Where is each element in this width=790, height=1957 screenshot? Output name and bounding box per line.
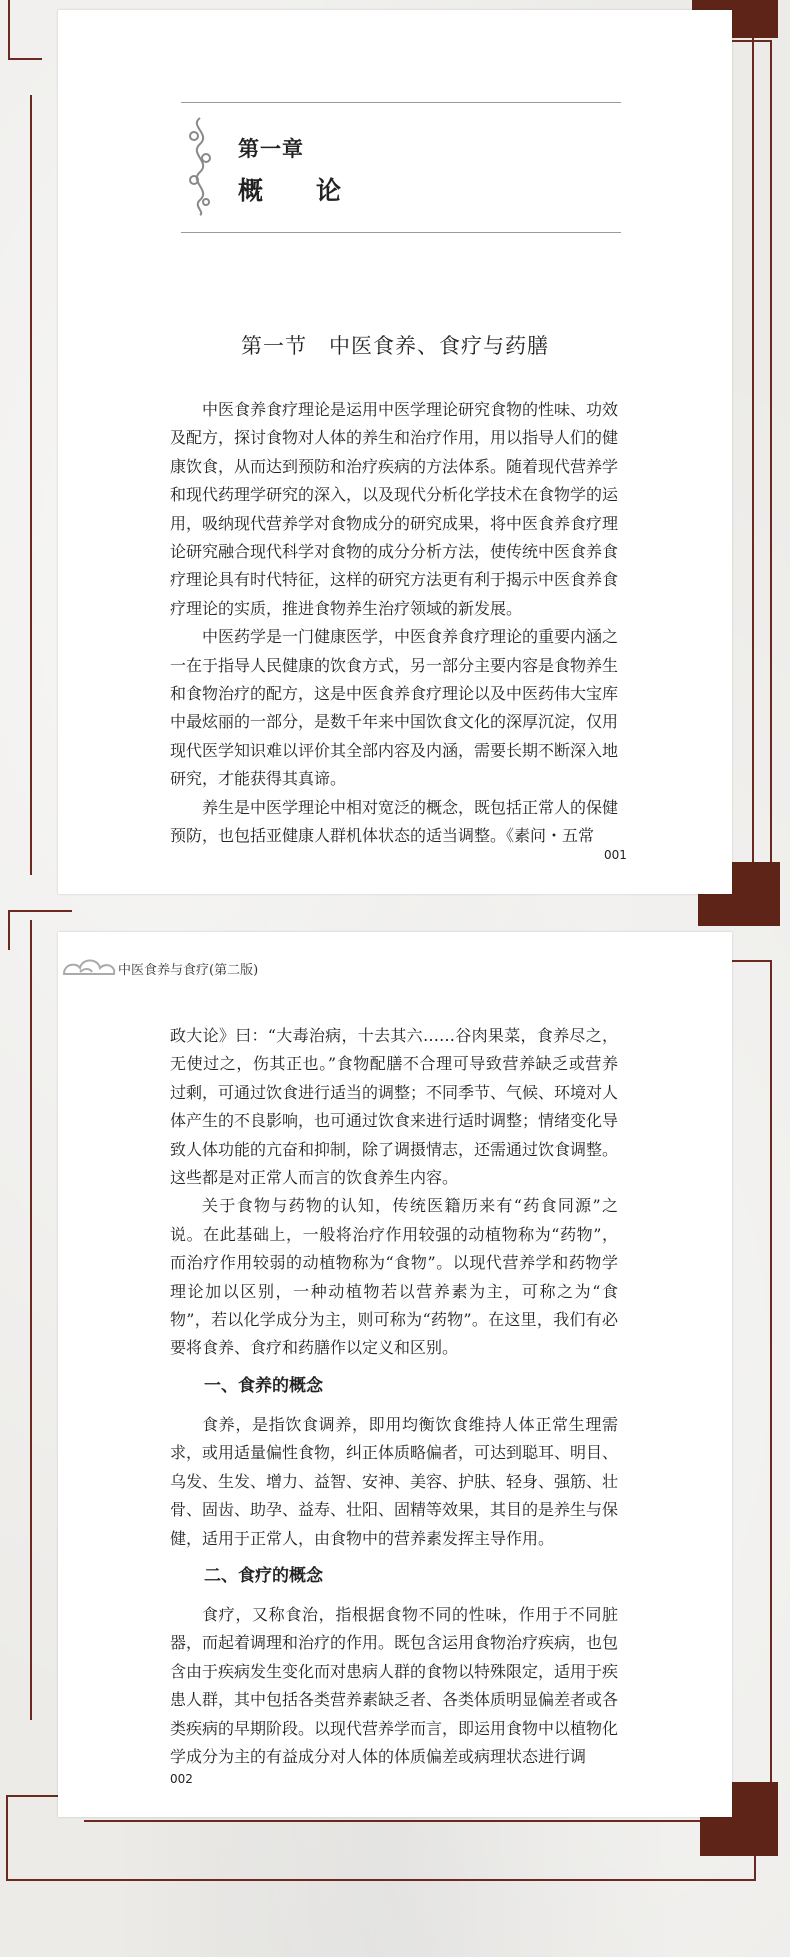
paragraph: 政大论》曰：“大毒治病，十去其六……谷肉果菜，食养尽之，无使过之，伤其正也。”食物配膳不合理可导致营养缺乏或营养过剩，可通过饮食进行适当的调整；不同季节、气候、环境对人体产生的不良影响，也可通过饮食来进行适时调整；情绪变化导致人体功能的亢奋和抑制，除了调摄情志，还需通过饮食调整。这些都是对正常人而言的饮食养生内容。	[170, 1026, 619, 1188]
frame-line	[752, 0, 754, 898]
divider	[181, 102, 621, 103]
chapter-title: 概 论	[238, 176, 356, 205]
book-page-2	[58, 932, 732, 1817]
page-number: 002	[170, 1772, 193, 1786]
paragraph: 中医药学是一门健康医学，中医食养食疗理论的重要内涵之一在于指导人民健康的饮食方式，另一部分主要内容是食物养生和食物治疗的配方，这是中医食养食疗理论以及中医药伟大宝库中最炫丽的一部分，是数千年来中国饮食文化的深厚沉淀，仅用现代医学知识难以评价其全部内容及内涵，需要长期不断深入地研究，才能获得其真谛。	[170, 627, 619, 789]
frame-line	[30, 95, 32, 875]
paragraph: 关于食物与药物的认知，传统医籍历来有“药食同源”之说。在此基础上，一般将治疗作用较强的动植物称为“药物”，而治疗作用较弱的动植物称为“食物”。以现代营养学和药物学理论加以区别，一种动植物若以营养素为主，可称之为“食物”，若以化学成分为主，则可称为“药物”。在这里，我们有必要将食养、食疗和药膳作以定义和区别。	[170, 1196, 618, 1358]
page-number: 001	[604, 848, 627, 862]
running-head: 中医食养与食疗(第二版)	[118, 963, 259, 978]
body-text	[170, 1022, 618, 1771]
cloud-icon	[60, 954, 118, 984]
heading-food-therapy: 二、食疗的概念	[204, 1565, 323, 1586]
body-text	[170, 396, 618, 851]
book-page-1	[58, 10, 732, 894]
section-title: 第一节 中医食养、食疗与药膳	[241, 334, 549, 358]
frame-line	[732, 960, 772, 1830]
paragraph: 中医食养食疗理论是运用中医学理论研究食物的性味、功效及配方，探讨食物对人体的养生和治疗作用，用以指导人们的健康饮食，从而达到预防和治疗疾病的方法体系。随着现代营养学和现代药理学研究的深入，以及现代分析化学技术在食物学的运用，吸纳现代营养学对食物成分的研究成果，将中医食养食疗理论研究融合现代科学对食物的成分分析方法，使传统中医食养食疗理论具有时代特征，这样的研究方法更有利于揭示中医食养食疗理论的实质，推进食物养生治疗领域的新发展。	[170, 400, 619, 618]
paragraph: 食疗，又称食治，指根据食物不同的性味，作用于不同脏器，而起着调理和治疗的作用。既包含运用食物治疗疾病，也包含由于疾病发生变化而对患病人群的食物以特殊限定，适用于疾患人群，其中包括各类营养素缺乏者、各类体质明显偏差者或各类疾病的早期阶段。以现代营养学而言，即运用食物中以植物化学成分为主的有益成分对人体的体质偏差或病理状态进行调	[170, 1604, 619, 1766]
scroll-ornament-icon	[185, 116, 215, 220]
paragraph: 养生是中医学理论中相对宽泛的概念，既包括正常人的保健预防，也包括亚健康人群机体状态的适当调整。《素问・五常	[170, 797, 619, 846]
divider	[181, 232, 621, 233]
frame-line	[30, 920, 32, 1720]
frame-line	[84, 1820, 774, 1822]
chapter-number: 第一章	[238, 136, 304, 161]
paragraph: 食养，是指饮食调养，即用均衡饮食维持人体正常生理需求，或用适量偏性食物，纠正体质略偏者，可达到聪耳、明目、乌发、生发、增力、益智、安神、美容、护肤、轻身、强筋、壮骨、固齿、助孕、益寿、壮阳、固精等效果，其目的是养生与保健，适用于正常人，由食物中的营养素发挥主导作用。	[170, 1414, 619, 1548]
frame-line	[8, 0, 42, 60]
heading-food-nourishment: 一、食养的概念	[204, 1375, 323, 1396]
